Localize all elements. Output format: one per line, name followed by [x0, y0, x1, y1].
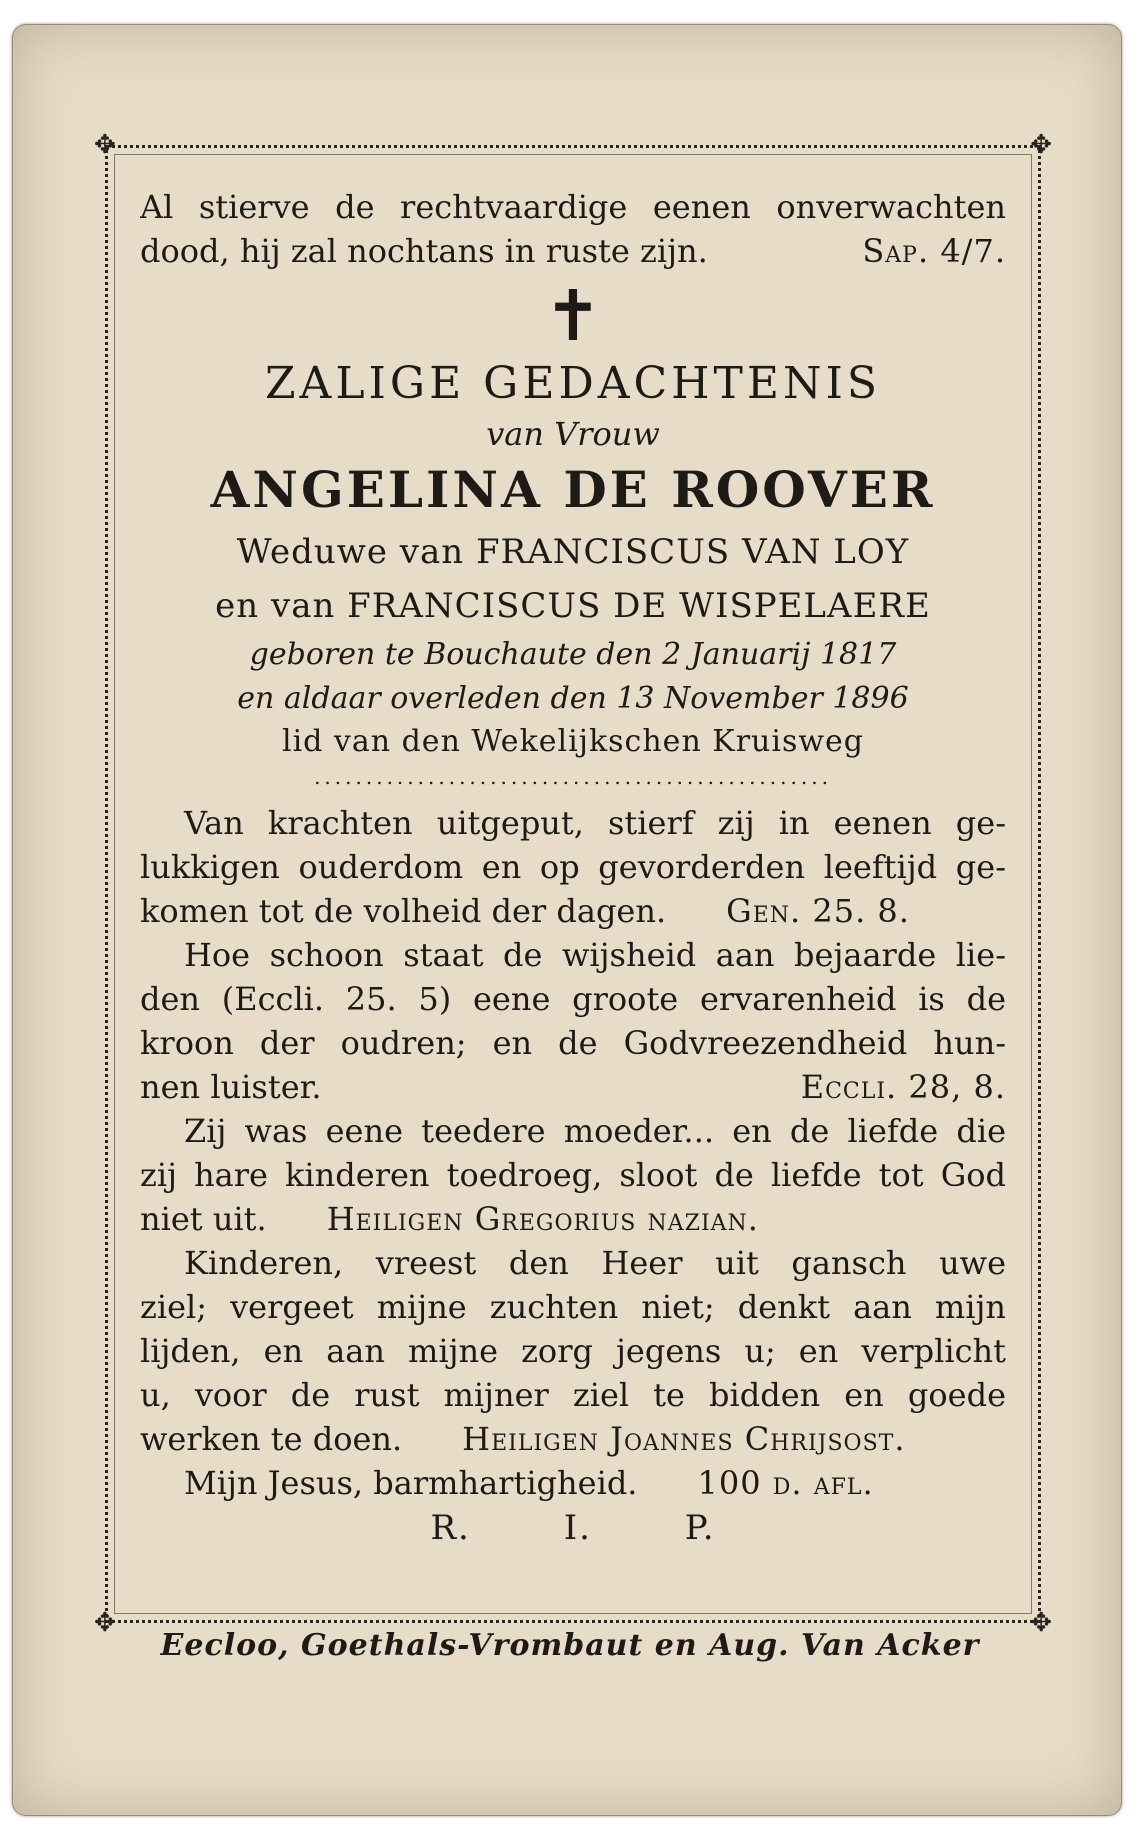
body-line	[140, 1197, 1006, 1241]
body-line-text: u, voor de rust mijner ziel te bidden en goede	[140, 1376, 1006, 1414]
rip-letter: R.	[430, 1508, 471, 1548]
body-line-text: zij hare kinderen toedroeg, sloot de liefde tot God	[140, 1156, 1006, 1194]
scripture-reference: Gen. 25. 8.	[726, 892, 910, 930]
cross-icon: ✝	[543, 275, 603, 357]
body-line	[140, 1417, 1006, 1461]
body-line-text: nen luister.	[140, 1068, 322, 1106]
body-line-text: Kinderen, vreest den Heer uit gansch uwe	[184, 1244, 1006, 1282]
epigraph-reference: Sap. 4/7.	[862, 232, 1006, 270]
body-line	[140, 1065, 1006, 1109]
body-line-text: niet uit.	[140, 1200, 267, 1238]
scripture-reference: Heiligen Gregorius nazian.	[326, 1200, 759, 1238]
scripture-reference: Heiligen Joannes Chrijsost.	[462, 1420, 906, 1458]
body-line	[140, 1373, 1006, 1417]
memorial-heading: ZALIGE GEDACHTENIS	[264, 358, 882, 409]
body-line	[140, 1461, 1006, 1505]
body-text	[140, 801, 1006, 1505]
epigraph-line-2	[140, 229, 1006, 273]
deceased-name: ANGELINA DE ROOVER	[210, 460, 936, 519]
body-line-text: lijden, en aan mijne zorg jegens u; en verplicht	[140, 1332, 1006, 1370]
scripture-reference: Eccli. 28, 8.	[800, 1068, 1006, 1106]
body-line-text: Zij was eene teedere moeder... en de liefde die	[184, 1112, 1006, 1150]
widow-line-1: Weduwe van FRANCISCUS VAN LOY	[236, 532, 910, 572]
body-line-text: ziel; vergeet mijne zuchten niet; denkt aan mijn	[140, 1288, 1006, 1326]
dotted-separator: ..................................................	[314, 765, 832, 789]
body-line-text: komen tot de volheid der dagen.	[140, 892, 667, 930]
body-line	[140, 1241, 1006, 1285]
epigraph-line-1: Al stierve de rechtvaardige eenen onverwachten	[140, 188, 1006, 226]
corner-ornament-icon: ✥	[94, 130, 116, 160]
membership-line: lid van den Wekelijkschen Kruisweg	[281, 724, 864, 759]
rip-line	[140, 1505, 1006, 1551]
body-line	[140, 889, 1006, 933]
body-line-text: Hoe schoon staat de wijsheid aan bejaarde lie-	[184, 936, 1006, 974]
body-line-text: werken te doen.	[140, 1420, 403, 1458]
widow-line-2: en van FRANCISCUS DE WISPELAERE	[215, 586, 931, 626]
rip-letter: P.	[684, 1508, 716, 1548]
body-line	[140, 977, 1006, 1021]
corner-ornament-icon: ✥	[94, 1608, 116, 1638]
body-line	[140, 1329, 1006, 1373]
epigraph-text: dood, hij zal nochtans in ruste zijn.	[140, 232, 708, 270]
scripture-reference: 100 d. afl.	[697, 1464, 874, 1502]
corner-ornament-icon: ✥	[1030, 1608, 1052, 1638]
body-line-text: kroon der oudren; en de Godvreezendheid hun-	[140, 1024, 1006, 1062]
body-line	[140, 1021, 1006, 1065]
body-line-text: lukkigen ouderdom en op gevorderden leeftijd ge-	[140, 848, 1006, 886]
body-line	[140, 1153, 1006, 1197]
birth-line: geboren te Bouchaute den 2 Januarij 1817	[249, 637, 897, 672]
body-line-text: Van krachten uitgeput, stierf zij in eenen ge-	[184, 804, 1006, 842]
body-line	[140, 801, 1006, 845]
card-content	[140, 185, 1006, 1551]
rip-letter: I.	[563, 1508, 592, 1548]
printer-imprint: Eecloo, Goethals-Vrombaut en Aug. Van Acker	[160, 1628, 980, 1663]
body-line	[140, 845, 1006, 889]
body-line	[140, 1109, 1006, 1153]
corner-ornament-icon: ✥	[1030, 130, 1052, 160]
body-line	[140, 1285, 1006, 1329]
death-line: en aldaar overleden den 13 November 1896	[237, 681, 909, 716]
body-line-text: den (Eccli. 25. 5) eene groote ervarenheid is de	[140, 980, 1006, 1018]
body-line-text: Mijn Jesus, barmhartigheid.	[184, 1464, 638, 1502]
van-vrouw: van Vrouw	[486, 415, 660, 453]
body-line	[140, 933, 1006, 977]
